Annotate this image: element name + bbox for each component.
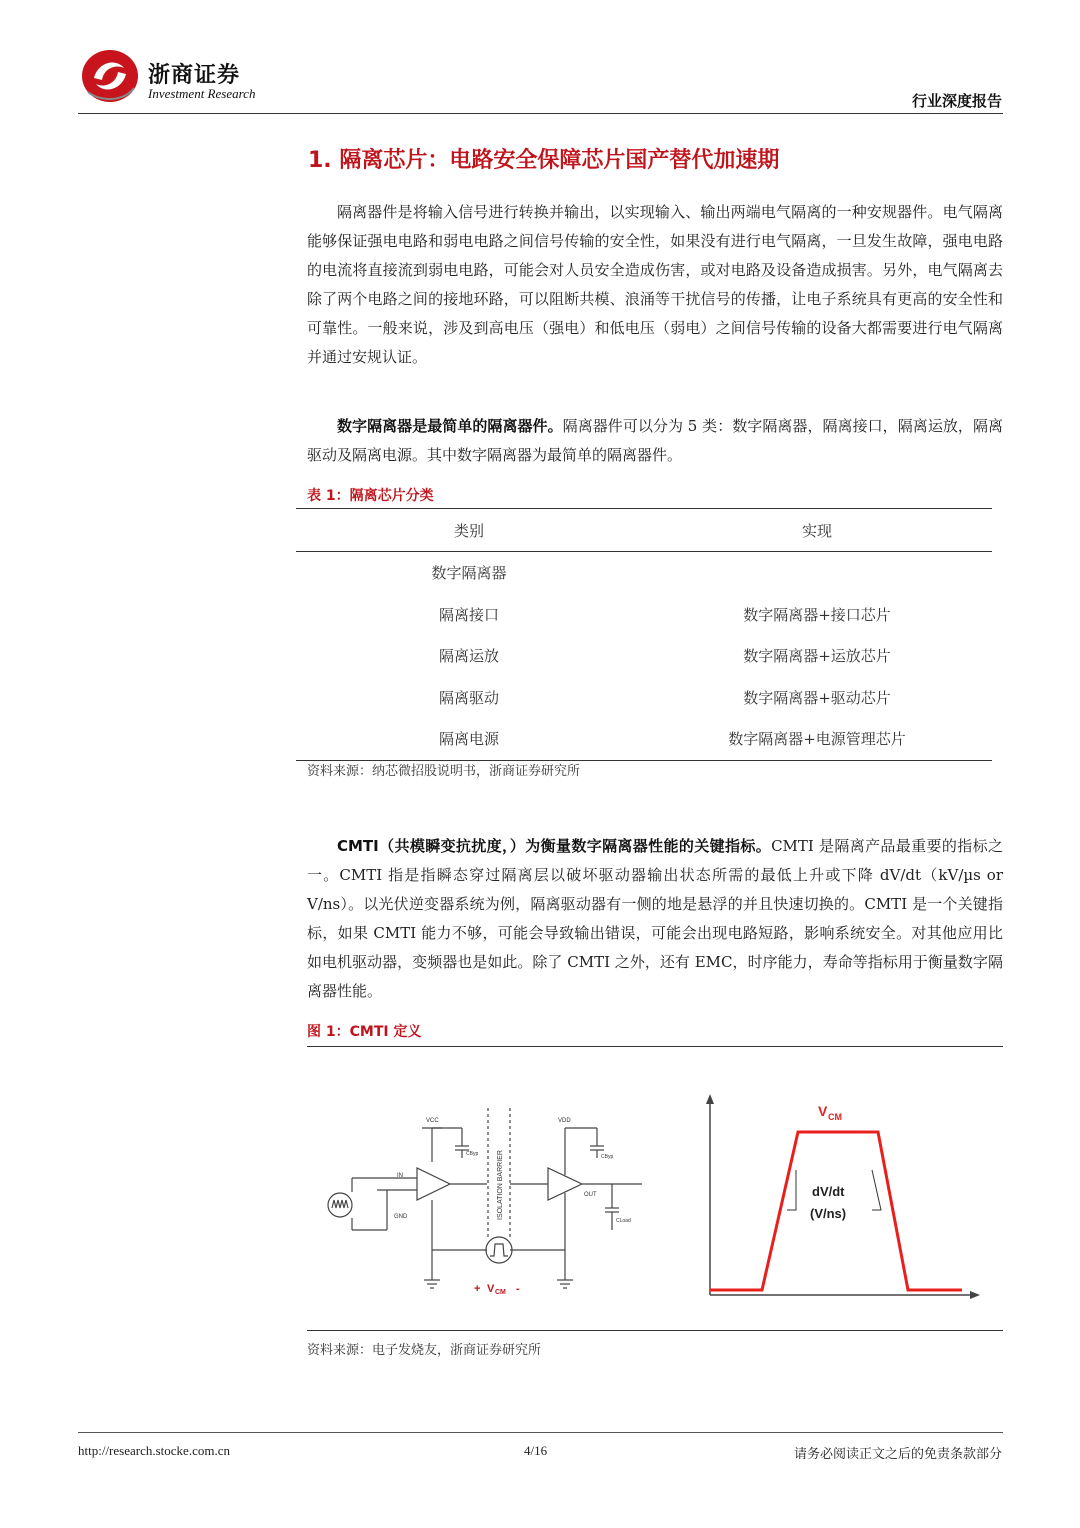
cmti-circuit-diagram bbox=[322, 1100, 652, 1300]
table-header-category: 类别 bbox=[296, 509, 642, 552]
table-header-implementation: 实现 bbox=[642, 509, 992, 552]
vcm-minus-label: - bbox=[516, 1283, 520, 1295]
paragraph-bold-lead: CMTI（共模瞬变抗扰度，）为衡量数字隔离器性能的关键指标。 bbox=[337, 837, 772, 855]
footer-disclaimer: 请务必阅读正文之后的免责条款部分 bbox=[793, 1447, 1002, 1462]
vcm-waveform-subscript: CM bbox=[828, 1112, 842, 1122]
brand-logo-icon bbox=[80, 48, 140, 104]
section-title: 1. 隔离芯片：电路安全保障芯片国产替代加速期 bbox=[308, 148, 780, 173]
table-cell bbox=[642, 552, 992, 594]
footer-url-link[interactable]: http://research.stocke.com.cn bbox=[78, 1443, 230, 1458]
y-axis-arrow-icon bbox=[706, 1094, 714, 1104]
table-cell: 隔离电源 bbox=[296, 718, 642, 760]
slope-label: dV/dt bbox=[812, 1184, 845, 1199]
vcm-plus-label: + bbox=[474, 1283, 481, 1295]
table-header-row bbox=[296, 509, 992, 552]
table-row bbox=[296, 552, 992, 594]
brand-name-en: Investment Research bbox=[148, 86, 256, 101]
out-label: OUT bbox=[584, 1192, 597, 1198]
brand-name-cn: 浙商证券 bbox=[148, 63, 241, 88]
table-row bbox=[296, 594, 992, 636]
paragraph-text: 隔离器件是将输入信号进行转换并输出，以实现输入、输出两端电气隔离的一种安规器件。电气隔离能够保证强电电路和弱电电路之间信号传输的安全性，如果没有进行电气隔离，一旦发生故障，强电电路的电流将直接流到弱电电路，可能会对人员安全造成伤害，或对电路及设备造成损害。另外，电气隔离去除了两个电路之间的接地环路，可以阻断共模、浪涌等干扰信号的传播，让电子系统具有更高的安全性和可靠性。一般来说，涉及到高电压（强电）和低电压（弱电）之间信号传输的设备大都需要进行电气隔离并通过安规认证。 bbox=[307, 203, 1003, 366]
header-divider bbox=[78, 113, 1003, 114]
table-row bbox=[296, 718, 992, 760]
table-caption: 表 1：隔离芯片分类 bbox=[307, 488, 434, 504]
table-cell: 数字隔离器+接口芯片 bbox=[743, 605, 891, 624]
page-number: 4/16 bbox=[524, 1443, 548, 1458]
vcm-circuit-subscript: CM bbox=[495, 1289, 506, 1296]
cbyp-right-label: CByp bbox=[601, 1154, 614, 1160]
table-cell: 数字隔离器+驱动芯片 bbox=[743, 688, 891, 707]
figure-bottom-divider bbox=[307, 1330, 1003, 1331]
table-cell: 数字隔离器+运放芯片 bbox=[743, 647, 891, 666]
table-cell: 数字隔离器+电源管理芯片 bbox=[642, 718, 992, 760]
vcc-label: VCC bbox=[426, 1118, 439, 1124]
footer-divider bbox=[78, 1432, 1003, 1433]
cmti-waveform-diagram bbox=[700, 1090, 985, 1305]
table-row bbox=[296, 635, 992, 677]
paragraph-cmti bbox=[307, 832, 1003, 1006]
report-type: 行业深度报告 bbox=[911, 92, 1002, 110]
figure-top-divider bbox=[307, 1046, 1003, 1047]
isolation-barrier-label: ISOLATION BARRIER bbox=[497, 1150, 504, 1220]
vcm-circuit-label: V bbox=[487, 1283, 495, 1295]
figure-source: 资料来源：电子发烧友，浙商证券研究所 bbox=[307, 1343, 542, 1358]
paragraph-digital-isolator bbox=[307, 412, 1003, 470]
paragraph-text: 隔离器件可以分为 5 类：数字隔离器，隔离接口，隔离运放，隔离驱动及隔离电源。其中数字隔离器为最简单的隔离器件。 bbox=[307, 417, 1003, 464]
in-label: IN bbox=[397, 1173, 403, 1179]
cbyp-left-label: CByp bbox=[466, 1151, 479, 1157]
table-cell: 数字隔离器 bbox=[431, 564, 507, 583]
table-source: 资料来源：纳芯微招股说明书，浙商证券研究所 bbox=[307, 764, 581, 779]
paragraph-isolation-intro bbox=[307, 198, 1003, 372]
figure-caption: 图 1：CMTI 定义 bbox=[307, 1024, 422, 1040]
cload-label: CLoad bbox=[616, 1218, 631, 1224]
vdd-label: VDD bbox=[558, 1118, 571, 1124]
gnd-label: GND bbox=[394, 1214, 408, 1220]
isolation-chip-table bbox=[296, 508, 992, 761]
table-cell: 隔离运放 bbox=[438, 647, 499, 666]
table-cell: 隔离驱动 bbox=[438, 688, 499, 707]
paragraph-text: CMTI 是隔离产品最重要的指标之一。CMTI 指是指瞬态穿过隔离层以破坏驱动器输出状态所需的最低上升或下降 dV/dt（kV/µs or V/ns）。以光伏逆变器系统为例，隔离驱动器有一侧的地是悬浮的并且快速切换的。CMTI 是一个关键指标，如果 CMTI 能力不够，可能会导致输出错误，可能会出现电路短路，影响系统安全。对其他应用比如电机驱动器，变频器也是如此。除了 CMTI 之外，还有 EMC，时序能力，寿命等指标用于衡量数字隔离器性能。 bbox=[307, 837, 1003, 1000]
table-cell: 隔离接口 bbox=[438, 605, 499, 624]
paragraph-bold-lead: 数字隔离器是最简单的隔离器件。 bbox=[337, 417, 563, 435]
x-axis-arrow-icon bbox=[970, 1291, 980, 1299]
table-row bbox=[296, 677, 992, 719]
slope-unit-label: (V/ns) bbox=[810, 1206, 847, 1221]
vcm-waveform-label: V bbox=[818, 1103, 828, 1119]
